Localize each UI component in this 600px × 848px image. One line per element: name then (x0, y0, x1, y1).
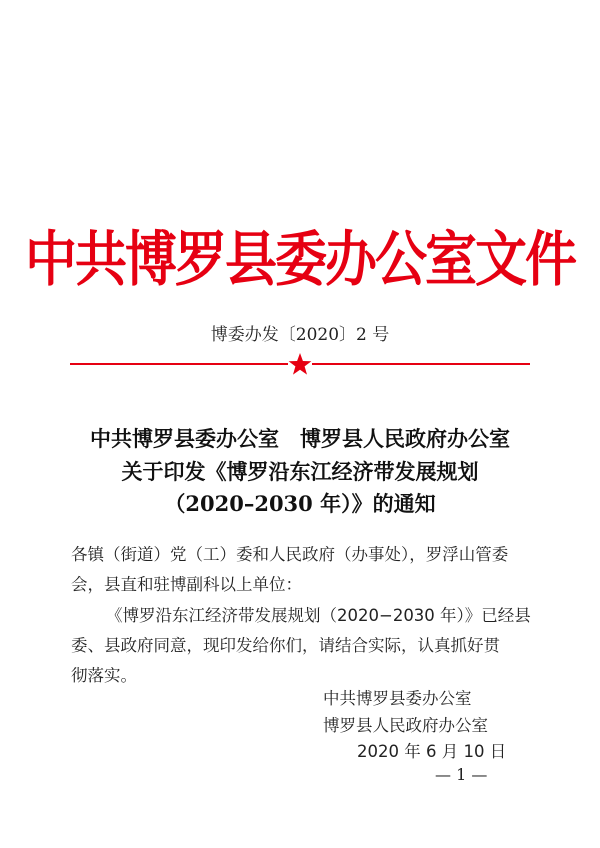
page-number: — 1 — (435, 765, 488, 784)
masthead-title: 中共博罗县委办公室文件 (24, 224, 575, 295)
document-number: 博委办发〔2020〕2 号 (210, 325, 390, 345)
star-icon (288, 352, 312, 376)
body-line-3: 《博罗沿东江经济带发展规划（2020−2030 年）》已经县 (106, 606, 531, 625)
signature-org-2: 博罗县人民政府办公室 (323, 716, 488, 735)
red-rule-left (70, 363, 288, 365)
notice-title-line-3: （2020–2030 年）》的通知 (164, 491, 436, 516)
red-rule-right (312, 363, 530, 365)
body-line-5: 彻落实。 (71, 666, 137, 685)
notice-title-line-1: 中共博罗县委办公室 博罗县人民政府办公室 (90, 426, 510, 451)
notice-title-line-2: 关于印发《博罗沿东江经济带发展规划 (121, 459, 479, 484)
signature-org-1: 中共博罗县委办公室 (323, 689, 472, 708)
body-line-1: 各镇（街道）党（工）委和人民政府（办事处），罗浮山管委 (71, 545, 509, 564)
body-line-4: 委、县政府同意，现印发给你们，请结合实际，认真抓好贯 (71, 636, 500, 655)
signature-date: 2020 年 6 月 10 日 (357, 742, 507, 761)
body-line-2: 会，县直和驻博副科以上单位： (71, 575, 302, 594)
